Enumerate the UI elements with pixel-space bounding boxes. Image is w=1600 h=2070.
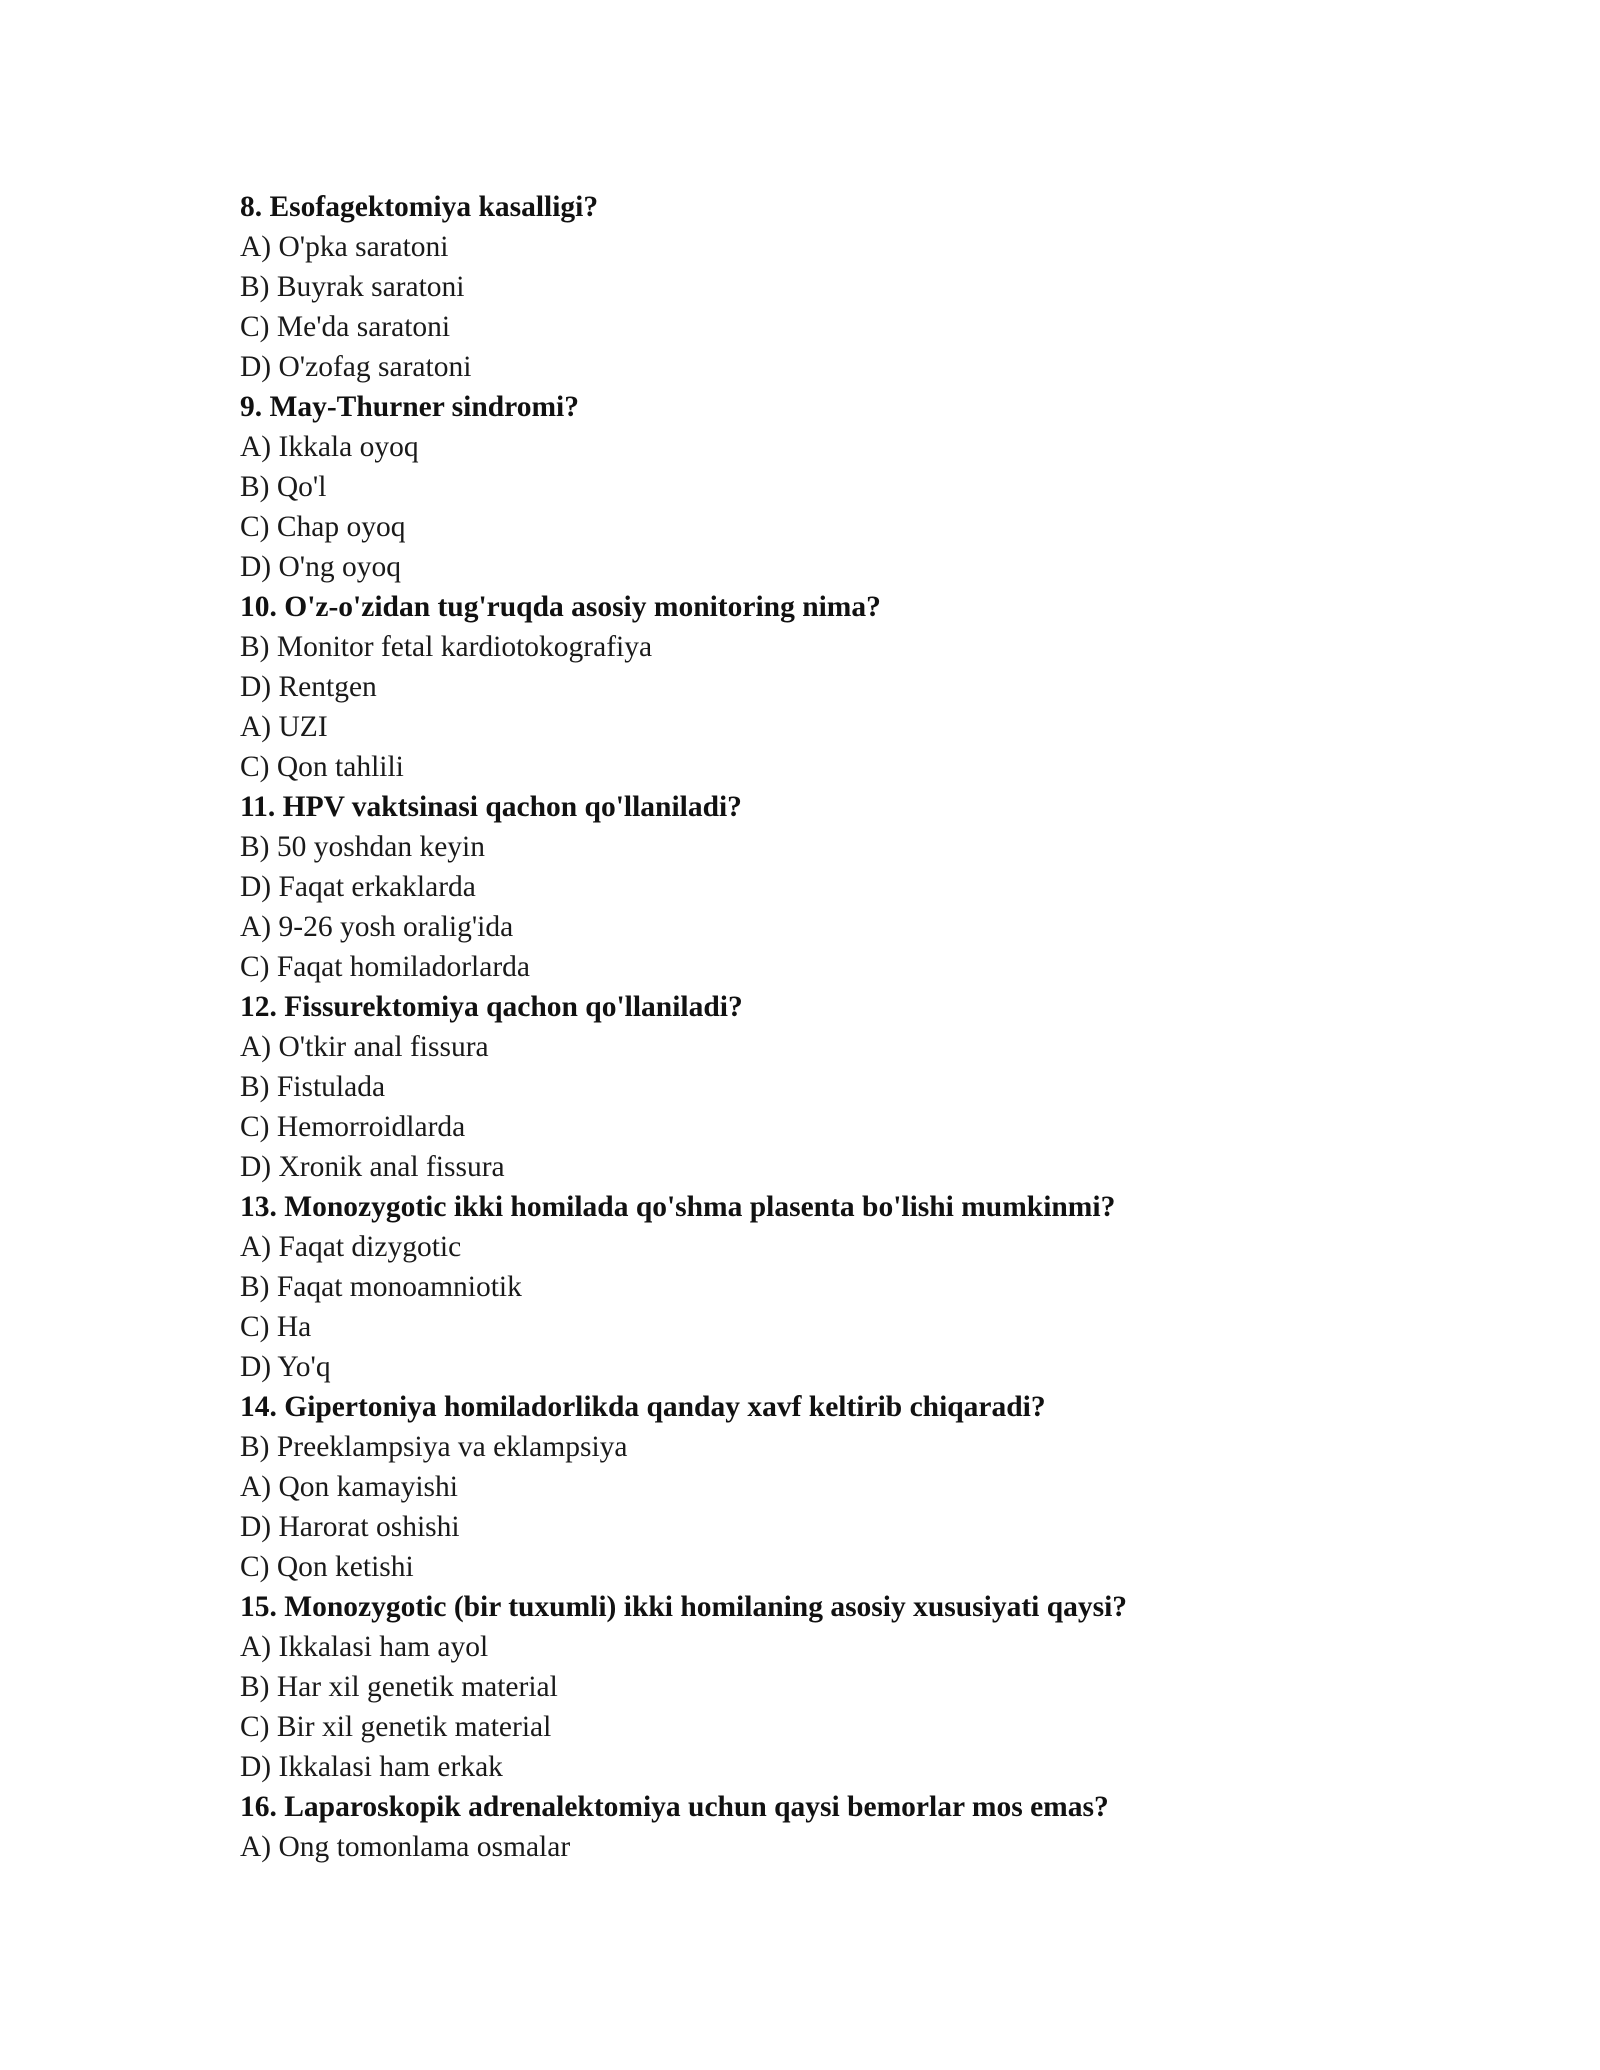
- answer-option: B) Qo'l: [240, 471, 327, 503]
- question-block: [240, 1187, 1440, 1387]
- answer-option: A) 9-26 yosh oralig'ida: [240, 911, 514, 943]
- answer-option: D) O'zofag saratoni: [240, 351, 472, 383]
- answer-option: D) O'ng oyoq: [240, 551, 401, 583]
- answer-option: A) Ikkala oyoq: [240, 431, 419, 463]
- answer-option: B) Har xil genetik material: [240, 1671, 558, 1703]
- question-title: 8. Esofagektomiya kasalligi?: [240, 191, 599, 223]
- answer-option: B) Preeklampsiya va eklampsiya: [240, 1431, 628, 1463]
- answer-option: D) Rentgen: [240, 671, 377, 703]
- answer-option: B) Faqat monoamniotik: [240, 1271, 522, 1303]
- answer-option: D) Yo'q: [240, 1351, 331, 1383]
- question-block: [240, 987, 1440, 1187]
- question-block: [240, 787, 1440, 987]
- question-title: 13. Monozygotic ikki homilada qo'shma plasenta bo'lishi mumkinmi?: [240, 1191, 1116, 1223]
- answer-option: A) UZI: [240, 711, 328, 743]
- answer-option: A) Faqat dizygotic: [240, 1231, 462, 1263]
- answer-option: A) O'tkir anal fissura: [240, 1031, 489, 1063]
- answer-option: C) Bir xil genetik material: [240, 1711, 552, 1743]
- answer-option: C) Faqat homiladorlarda: [240, 951, 531, 983]
- answer-option: C) Hemorroidlarda: [240, 1111, 466, 1143]
- question-block: [240, 187, 1440, 387]
- answer-option: C) Chap oyoq: [240, 511, 406, 543]
- answer-option: D) Xronik anal fissura: [240, 1151, 505, 1183]
- question-block: [240, 1787, 1440, 1867]
- question-list: [240, 187, 1440, 1867]
- answer-option: D) Harorat oshishi: [240, 1511, 460, 1543]
- question-title: 12. Fissurektomiya qachon qo'llaniladi?: [240, 991, 743, 1023]
- answer-option: A) Qon kamayishi: [240, 1471, 458, 1503]
- answer-option: D) Faqat erkaklarda: [240, 871, 476, 903]
- question-title: 15. Monozygotic (bir tuxumli) ikki homilaning asosiy xususiyati qaysi?: [240, 1591, 1128, 1623]
- answer-option: A) Ong tomonlama osmalar: [240, 1831, 571, 1863]
- answer-option: C) Qon ketishi: [240, 1551, 414, 1583]
- question-title: 11. HPV vaktsinasi qachon qo'llaniladi?: [240, 791, 742, 823]
- answer-option: A) O'pka saratoni: [240, 231, 449, 263]
- answer-option: B) 50 yoshdan keyin: [240, 831, 485, 863]
- question-block: [240, 387, 1440, 587]
- question-block: [240, 1387, 1440, 1587]
- answer-option: B) Fistulada: [240, 1071, 386, 1103]
- answer-option: C) Qon tahlili: [240, 751, 404, 783]
- question-title: 14. Gipertoniya homiladorlikda qanday xavf keltirib chiqaradi?: [240, 1391, 1046, 1423]
- answer-option: D) Ikkalasi ham erkak: [240, 1751, 503, 1783]
- answer-option: C) Ha: [240, 1311, 312, 1343]
- question-title: 10. O'z-o'zidan tug'ruqda asosiy monitoring nima?: [240, 591, 881, 623]
- question-title: 16. Laparoskopik adrenalektomiya uchun qaysi bemorlar mos emas?: [240, 1791, 1109, 1823]
- question-block: [240, 587, 1440, 787]
- question-title: 9. May-Thurner sindromi?: [240, 391, 580, 423]
- answer-option: A) Ikkalasi ham ayol: [240, 1631, 489, 1663]
- answer-option: B) Buyrak saratoni: [240, 271, 465, 303]
- answer-option: C) Me'da saratoni: [240, 311, 451, 343]
- question-block: [240, 1587, 1440, 1787]
- answer-option: B) Monitor fetal kardiotokografiya: [240, 631, 653, 663]
